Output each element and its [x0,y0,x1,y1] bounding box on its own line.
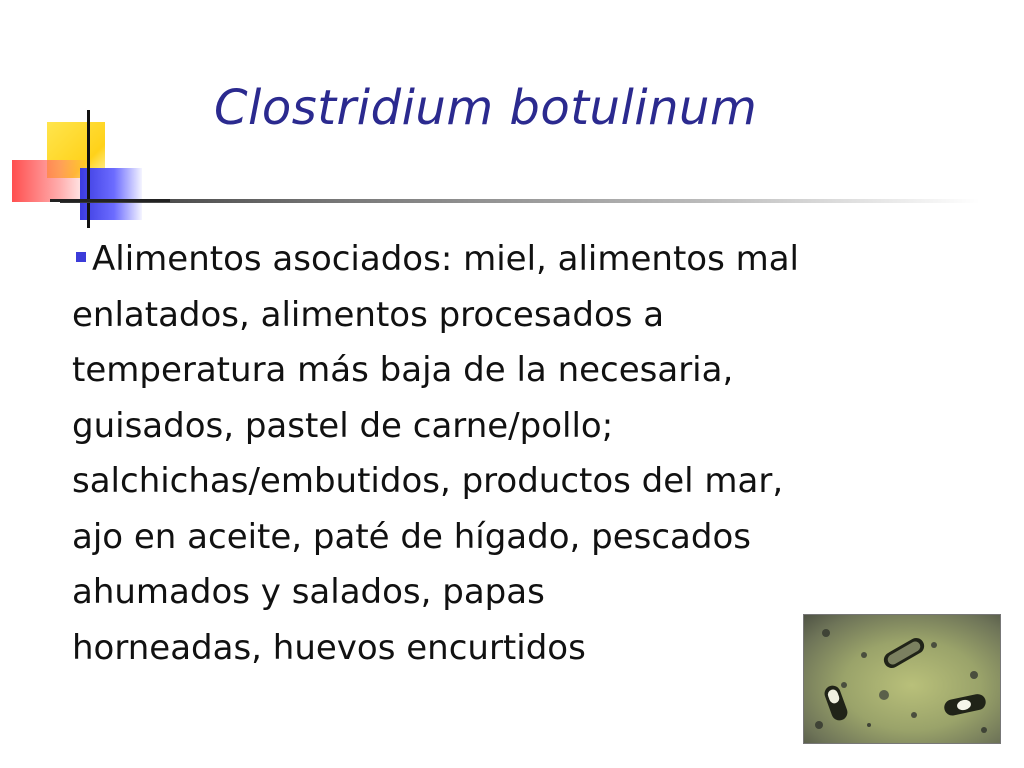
body-line: ahumados y salados, papas [72,572,545,612]
body-line: guisados, pastel de carne/pollo; [72,405,614,446]
bacteria-micrograph-icon [804,615,1000,743]
slide-body [72,232,972,676]
square-bullet-icon [76,252,86,262]
body-line: ajo en aceite, paté de hígado, pescados [72,516,751,557]
body-line [72,232,972,288]
body-line: enlatados, alimentos procesados a [72,294,665,335]
decorative-vertical-line [87,110,90,228]
title-underline-rule [60,199,980,203]
bacteria-micrograph-image [803,614,1001,744]
decorative-horizontal-line [50,199,170,202]
body-line-text: Alimentos asociados: miel, alimentos mal [92,239,799,279]
slide-title: Clostridium botulinum [214,80,758,136]
body-line: salchichas/embutidos, productos del mar, [72,461,784,501]
body-line: horneadas, huevos encurtidos [72,627,586,668]
body-line: temperatura más baja de la necesaria, [72,350,734,390]
